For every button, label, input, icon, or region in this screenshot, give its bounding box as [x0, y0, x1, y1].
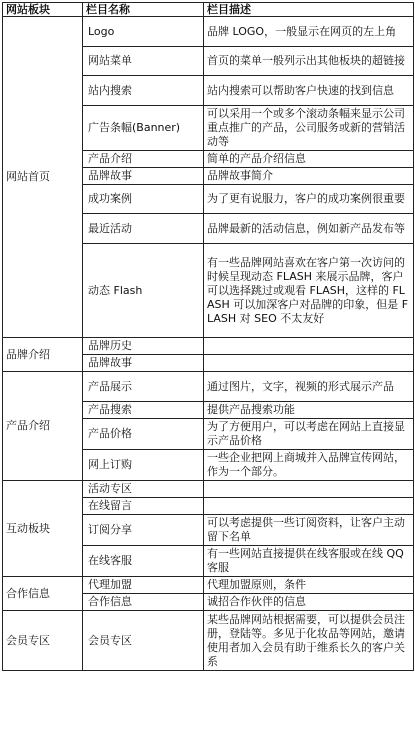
- section-name-cell: 合作信息: [3, 577, 83, 611]
- column-desc-cell: 首页的菜单一般列示出其他板块的超链接: [204, 47, 414, 76]
- column-desc-cell: 诚招合作伙伴的信息: [204, 594, 414, 611]
- column-desc-cell: 品牌故事简介: [204, 168, 414, 185]
- column-desc-cell: 有一些品牌网站喜欢在客户第一次访问的时候呈现动态 FLASH 来展示品牌，客户可以选择跳过或观看 FLASH，这样的 FLASH 可以加深客户对品牌的印象，但是 FLASH 对 SEO 不太友好: [204, 244, 414, 338]
- section-name-cell: 网站首页: [3, 17, 83, 338]
- column-desc-cell: 通过图片，文字，视频的形式展示产品: [204, 372, 414, 402]
- header-row: [3, 3, 414, 17]
- section-name-cell: 产品介绍: [3, 372, 83, 481]
- column-name-cell: 品牌故事: [83, 168, 204, 185]
- column-name-cell: 产品展示: [83, 372, 204, 402]
- column-name-cell: 产品价格: [83, 419, 204, 450]
- section-name-cell: 品牌介绍: [3, 338, 83, 372]
- column-desc-cell: 提供产品搜索功能: [204, 402, 414, 419]
- table-row: [3, 577, 414, 594]
- column-name-cell: 产品搜索: [83, 402, 204, 419]
- column-name-cell: 在线客服: [83, 546, 204, 577]
- column-name-cell: 网站菜单: [83, 47, 204, 76]
- column-desc-cell: 品牌 LOGO，一般显示在网页的左上角: [204, 17, 414, 47]
- column-desc-cell: 站内搜索可以帮助客户快速的找到信息: [204, 76, 414, 106]
- column-name-cell: 产品介绍: [83, 151, 204, 168]
- column-desc-cell: 有一些网站直接提供在线客服或在线 QQ 客服: [204, 546, 414, 577]
- site-structure-table: [2, 2, 414, 671]
- column-name-cell: 品牌故事: [83, 355, 204, 372]
- column-name-cell: 活动专区: [83, 481, 204, 498]
- section-name-cell: 互动板块: [3, 481, 83, 577]
- column-desc-cell: [204, 338, 414, 355]
- table-row: [3, 372, 414, 402]
- column-name-cell: 网上订购: [83, 450, 204, 481]
- header-column-name: 栏目名称: [83, 3, 204, 17]
- column-name-cell: 广告条幅(Banner): [83, 106, 204, 151]
- header-column-desc: 栏目描述: [204, 3, 414, 17]
- column-desc-cell: 某些品牌网站根据需要，可以提供会员注册，登陆等。多见于化妆品等网站，邀请使用者加入会员有助于维系长久的客户关系: [204, 611, 414, 671]
- column-name-cell: 合作信息: [83, 594, 204, 611]
- column-name-cell: 成功案例: [83, 185, 204, 214]
- column-desc-cell: 可以考虑提供一些订阅资料，让客户主动留下名单: [204, 515, 414, 546]
- table-row: [3, 338, 414, 355]
- column-desc-cell: 为了方便用户，可以考虑在网站上直接显示产品价格: [204, 419, 414, 450]
- column-desc-cell: 代理加盟原则，条件: [204, 577, 414, 594]
- column-desc-cell: 可以采用一个或多个滚动条幅来显示公司重点推广的产品，公司服务或新的营销活动等: [204, 106, 414, 151]
- column-name-cell: 会员专区: [83, 611, 204, 671]
- table-row: [3, 17, 414, 47]
- column-name-cell: 代理加盟: [83, 577, 204, 594]
- column-desc-cell: 简单的产品介绍信息: [204, 151, 414, 168]
- column-desc-cell: 为了更有说服力，客户的成功案例很重要: [204, 185, 414, 214]
- column-desc-cell: 一些企业把网上商城并入品牌宣传网站，作为一个部分。: [204, 450, 414, 481]
- column-desc-cell: 品牌最新的活动信息，例如新产品发布等: [204, 214, 414, 244]
- section-name-cell: 会员专区: [3, 611, 83, 671]
- table-row: [3, 481, 414, 498]
- table-row: [3, 611, 414, 671]
- column-name-cell: 订阅分享: [83, 515, 204, 546]
- column-name-cell: Logo: [83, 17, 204, 47]
- column-desc-cell: [204, 498, 414, 515]
- column-name-cell: 品牌历史: [83, 338, 204, 355]
- column-name-cell: 最近活动: [83, 214, 204, 244]
- column-name-cell: 在线留言: [83, 498, 204, 515]
- column-desc-cell: [204, 355, 414, 372]
- column-desc-cell: [204, 481, 414, 498]
- column-name-cell: 站内搜索: [83, 76, 204, 106]
- column-name-cell: 动态 Flash: [83, 244, 204, 338]
- header-section: 网站板块: [3, 3, 83, 17]
